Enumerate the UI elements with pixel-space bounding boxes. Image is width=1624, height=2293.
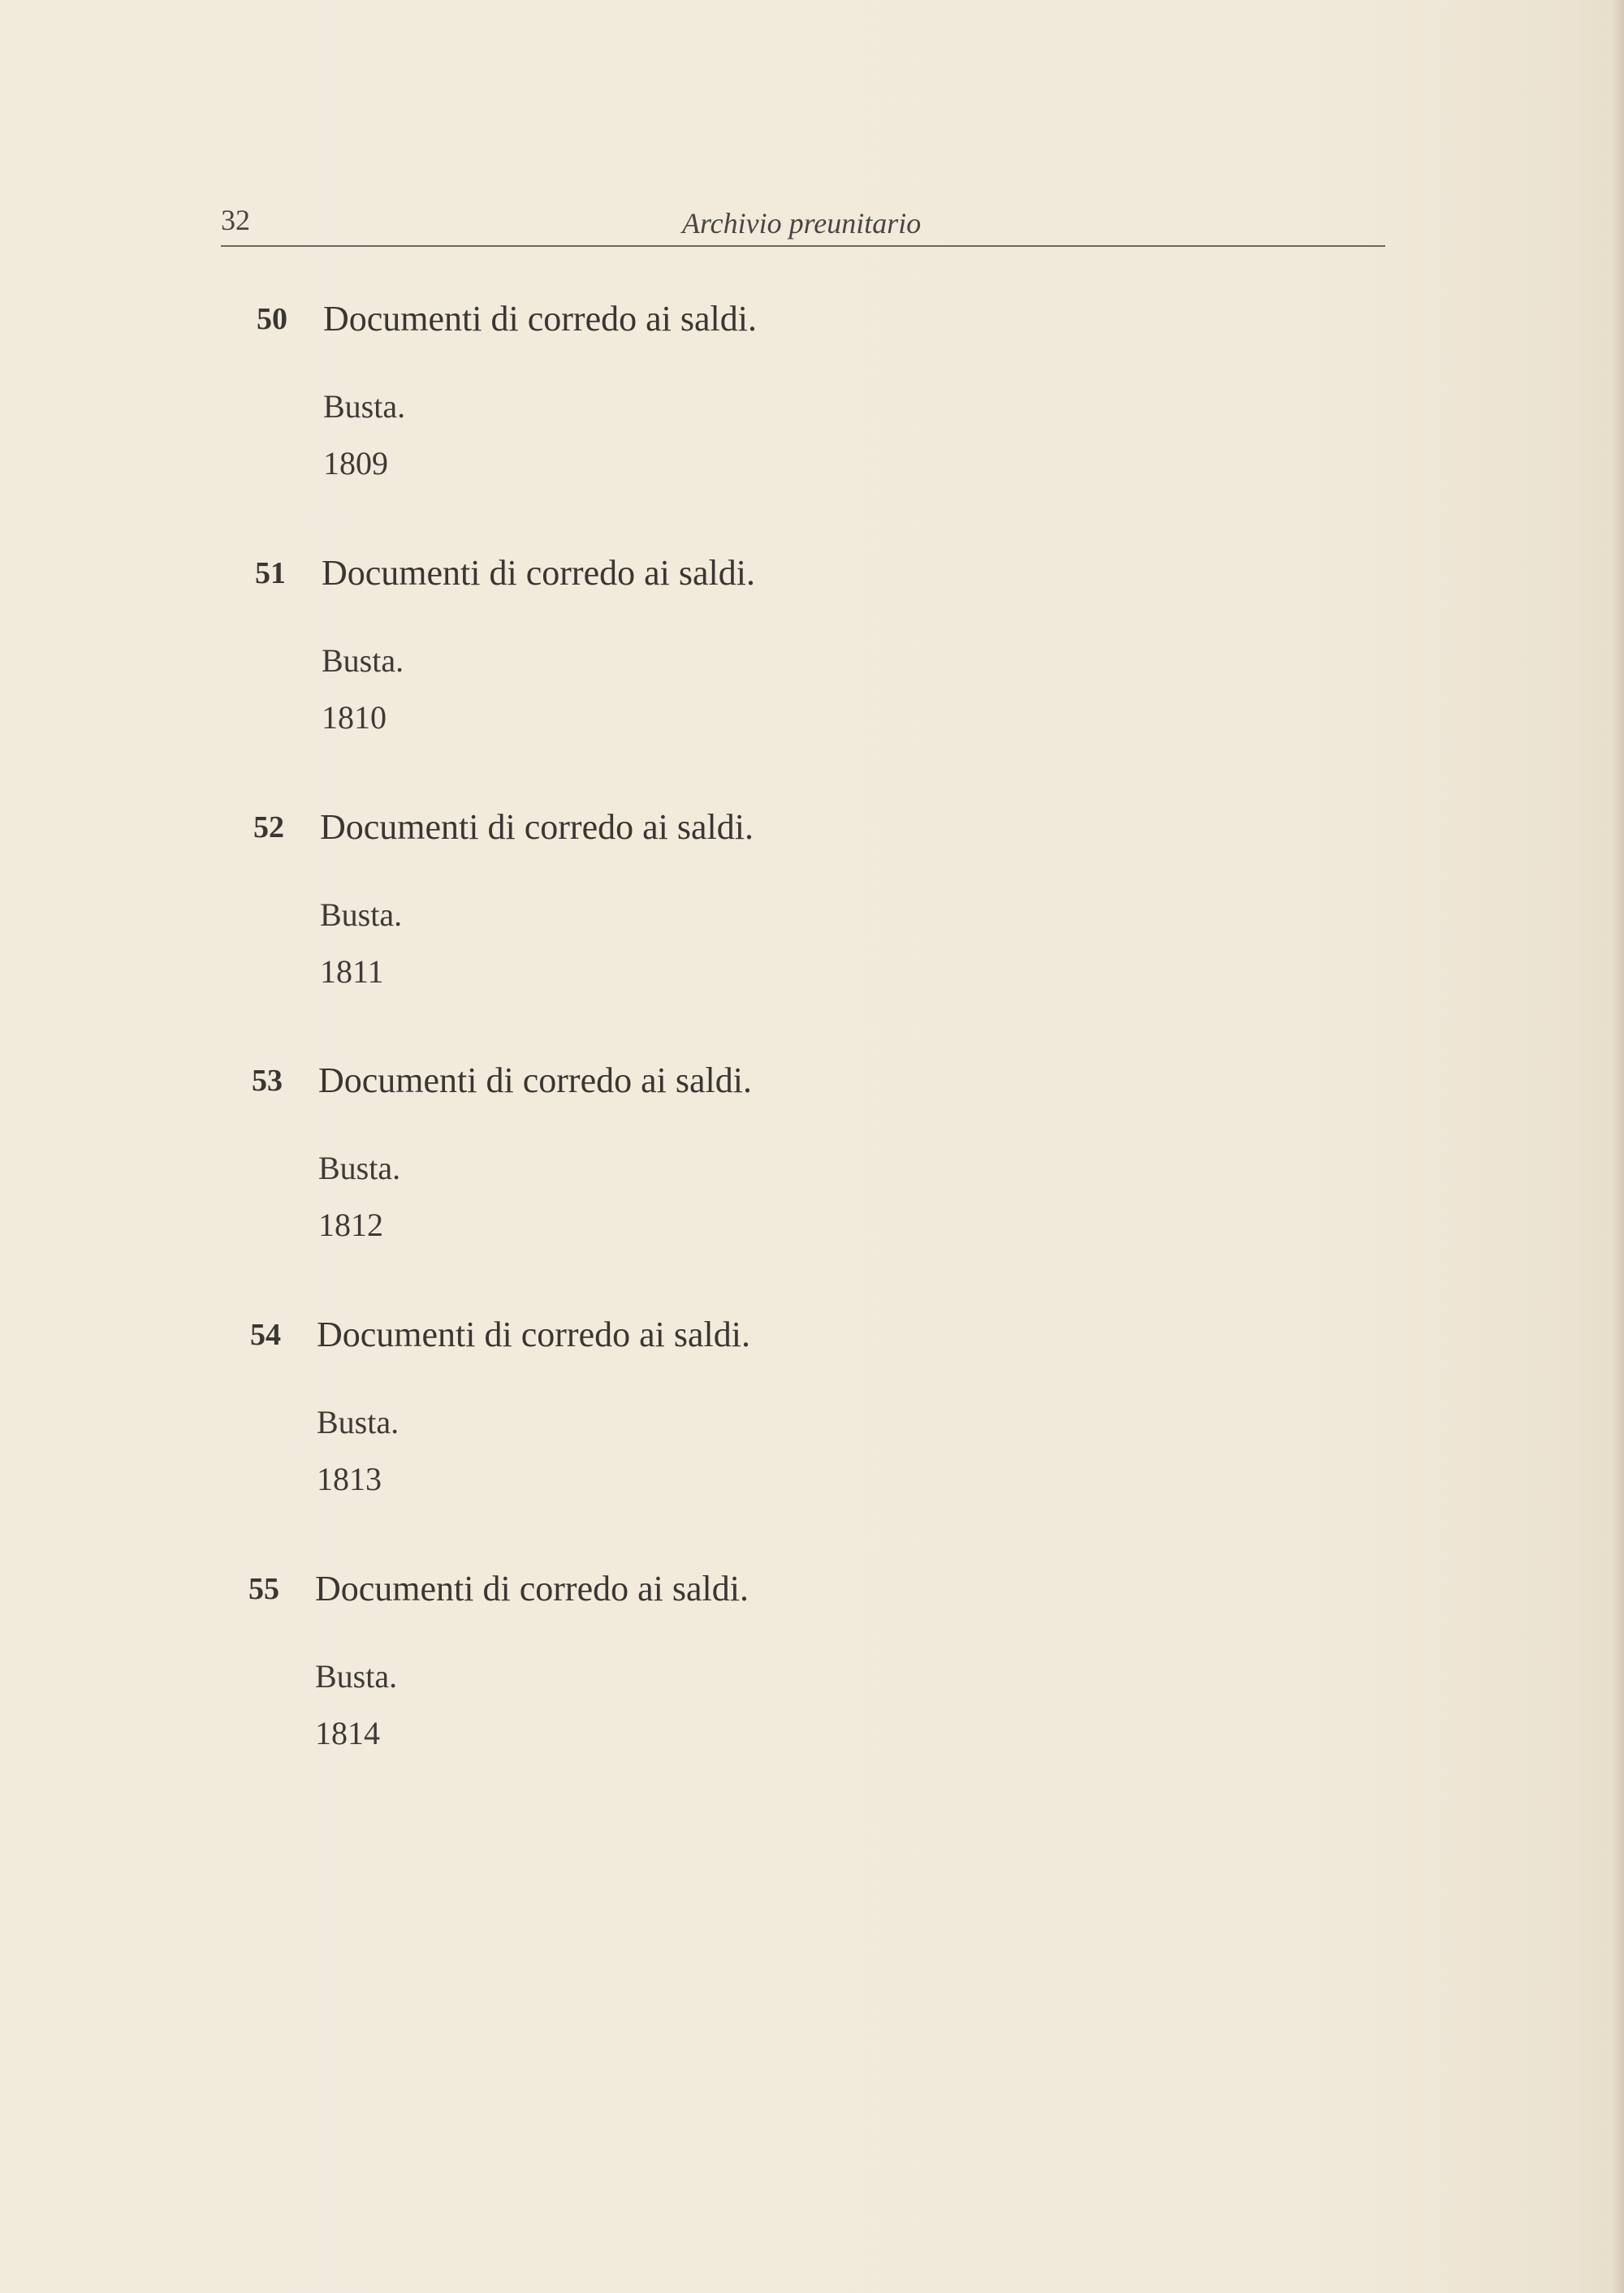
entry-title: Documenti di corredo ai saldi. <box>322 553 755 593</box>
entry-type: Busta. <box>318 1150 401 1186</box>
entry-title: Documenti di corredo ai saldi. <box>318 1060 752 1100</box>
entry-number: 55 <box>248 1572 279 1606</box>
entry-type: Busta. <box>320 896 403 933</box>
entry-number: 53 <box>252 1064 283 1098</box>
running-title: Archivio preunitario <box>682 207 922 240</box>
entry-title: Documenti di corredo ai saldi. <box>315 1569 749 1609</box>
entry-title: Documenti di corredo ai saldi. <box>323 299 757 339</box>
page-header <box>221 203 1385 248</box>
entry-type: Busta. <box>322 642 404 679</box>
entry-number: 52 <box>253 810 284 844</box>
entry-year: 1812 <box>318 1207 383 1243</box>
entry-year: 1813 <box>317 1461 382 1497</box>
entry-52 <box>253 808 984 1019</box>
header-rule <box>221 245 1385 247</box>
entry-year: 1814 <box>315 1715 380 1751</box>
entry-number: 50 <box>257 302 287 336</box>
entry-type: Busta. <box>323 388 406 425</box>
entry-number: 51 <box>255 556 286 590</box>
entry-50 <box>257 300 987 511</box>
entry-51 <box>255 554 986 765</box>
entry-year: 1809 <box>323 445 388 481</box>
entry-54 <box>250 1315 981 1527</box>
entry-title: Documenti di corredo ai saldi. <box>317 1315 750 1354</box>
entry-type: Busta. <box>317 1404 400 1440</box>
page-edge-shadow <box>1613 0 1624 2293</box>
entry-year: 1810 <box>322 699 387 736</box>
entry-year: 1811 <box>320 953 384 990</box>
entry-title: Documenti di corredo ai saldi. <box>320 807 754 847</box>
entry-type: Busta. <box>315 1658 398 1695</box>
entry-53 <box>252 1061 983 1272</box>
page-number: 32 <box>221 204 250 236</box>
entry-number: 54 <box>250 1318 281 1352</box>
entry-55 <box>248 1570 979 1781</box>
